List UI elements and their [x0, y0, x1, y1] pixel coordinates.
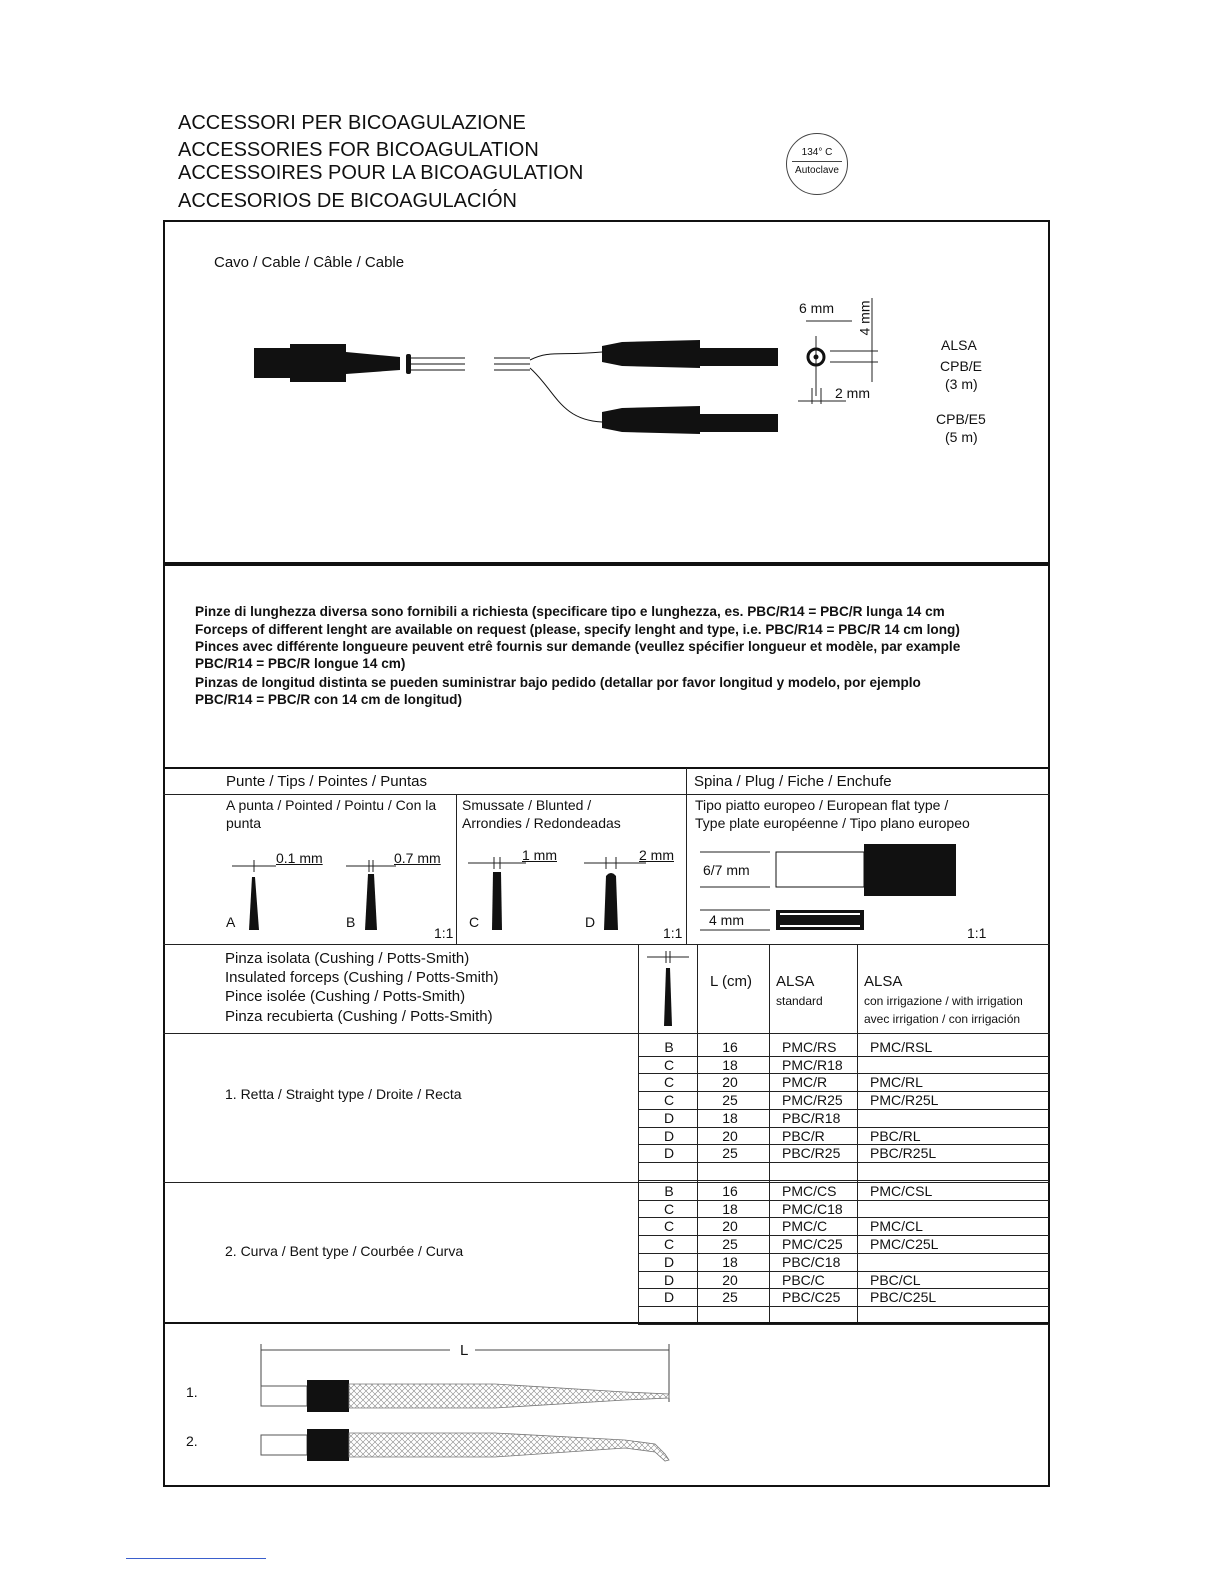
forceps-title-french: Pince isolée (Cushing / Potts-Smith): [225, 988, 466, 1005]
pointed-label-1: A punta / Pointed / Pointu / Con la: [226, 797, 437, 813]
divider-tips-top: [163, 767, 1050, 769]
tip-a-label: A: [226, 914, 236, 930]
tip-c-label: C: [469, 914, 480, 930]
title-spanish: ACCESORIOS DE BICOAGULACIÓN: [178, 190, 517, 212]
cable-length-2: (5 m): [945, 429, 978, 445]
plug-dim-4: 4 mm: [709, 912, 744, 928]
tip-cell: C: [663, 1218, 675, 1235]
length-cell: 20: [722, 1127, 738, 1144]
autoclave-badge: [786, 133, 848, 195]
plug-heading: Spina / Plug / Fiche / Enchufe: [694, 773, 892, 790]
note-french-1: Pinces avec différente longueure peuvent etrê fournis sur demande (veullez spécifier longueur et modèle, par example: [195, 639, 961, 654]
length-cell: 16: [722, 1039, 738, 1055]
note-english: Forceps of different lenght are available on request (please, specify lenght and type, i.e. PBC/R14 = PBC/R 14 cm long): [195, 622, 960, 637]
length-cell: 20: [722, 1074, 738, 1091]
tip-b-label: B: [346, 914, 356, 930]
tip-cell: D: [663, 1271, 675, 1288]
note-spanish-1: Pinzas de longitud distinta se pueden suministrar bajo pedido (detallar por favor longitud y modelo, por ejemplo: [195, 675, 921, 690]
length-cell: 25: [722, 1092, 738, 1109]
tip-cell: D: [663, 1109, 675, 1126]
irrigation-code-cell: PMC/RSL: [870, 1039, 933, 1055]
length-cell: 20: [722, 1218, 738, 1235]
tip-d-label: D: [585, 914, 596, 930]
tip-d-dim: 2 mm: [639, 847, 674, 863]
pointed-scale: 1:1: [434, 925, 454, 941]
cable-dim-4mm: 4 mm: [856, 300, 873, 336]
forceps-tip-icon: [645, 950, 691, 1030]
blunted-label-2: Arrondies / Redondeadas: [462, 815, 621, 831]
standard-code-cell: PMC/R18: [782, 1056, 843, 1073]
cable-connector-grip: [290, 344, 346, 382]
tip-cell: C: [663, 1092, 675, 1109]
table-row-line: [638, 1180, 1049, 1181]
tip-cell: B: [664, 1039, 674, 1055]
irrigation-code-cell: PBC/CL: [870, 1271, 921, 1288]
tip-c-dim: 1 mm: [522, 847, 557, 863]
standard-code-cell: PMC/CS: [782, 1183, 837, 1199]
col-divider-irr: [857, 944, 858, 1323]
cable-dim-2mm: 2 mm: [835, 385, 870, 401]
tip-cell: C: [663, 1236, 675, 1253]
irrigation-code-cell: PMC/RL: [870, 1074, 923, 1091]
length-cell: 25: [722, 1236, 738, 1253]
irrigation-code-cell: PMC/CSL: [870, 1183, 933, 1199]
cable-brand: ALSA: [941, 337, 977, 353]
upper-plug-pin: [700, 348, 778, 366]
note-italian: Pinze di lunghezza diversa sono fornibili a richiesta (specificare tipo e lunghezza, es. PBC/R14 = PBC/R lunga 14 cm: [195, 604, 945, 619]
tips-drawing: [226, 850, 686, 935]
col-header-irrigation-sub-2: avec irrigation / con irrigación: [864, 1012, 1021, 1026]
title-french: ACCESSOIRES POUR LA BICOAGULATION: [178, 162, 584, 184]
forceps-title-italian: Pinza isolata (Cushing / Potts-Smith): [225, 950, 470, 967]
plug-drawing: [700, 840, 965, 935]
blunted-label-1: Smussate / Blunted /: [462, 797, 592, 813]
title-italian: ACCESSORI PER BICOAGULAZIONE: [178, 112, 526, 134]
cable-connector-body: [254, 348, 290, 378]
tip-cell: C: [663, 1074, 675, 1091]
irrigation-code-cell: PBC/C25L: [870, 1289, 937, 1306]
plug-body: [864, 844, 956, 896]
length-cell: 18: [722, 1056, 738, 1073]
irrigation-code-cell: PMC/C25L: [870, 1236, 939, 1253]
col-header-irrigation: ALSA: [864, 973, 903, 990]
col-header-irrigation-sub-1: con irrigazione / with irrigation: [864, 994, 1023, 1008]
tips-heading: Punte / Tips / Pointes / Puntas: [226, 773, 427, 790]
tip-cell: D: [663, 1145, 675, 1162]
length-cell: 20: [722, 1271, 738, 1288]
irrigation-code-cell: PBC/R25L: [870, 1145, 937, 1162]
plug-desc-1: Tipo piatto europeo / European flat type /: [695, 797, 949, 813]
forceps-title-english: Insulated forceps (Cushing / Potts-Smith): [225, 969, 499, 986]
plug-desc-2: Type plate européenne / Tipo plano europeo: [695, 815, 970, 831]
length-cell: 25: [722, 1145, 738, 1162]
col-divider-tip: [638, 944, 639, 1323]
standard-code-cell: PBC/R18: [782, 1109, 841, 1126]
standard-code-cell: PMC/R25: [782, 1092, 843, 1109]
tip-b-shape: [365, 874, 377, 930]
irrigation-code-cell: PMC/CL: [870, 1218, 923, 1235]
note-french-2: PBC/R14 = PBC/R longue 14 cm): [195, 656, 406, 671]
cable-drawing: [240, 330, 800, 440]
tip-cell: D: [663, 1253, 675, 1270]
title-english: ACCESSORIES FOR BICOAGULATION: [178, 139, 539, 161]
cable-length-1: (3 m): [945, 376, 978, 392]
irrigation-code-cell: PBC/RL: [870, 1127, 921, 1144]
tip-cell: C: [663, 1200, 675, 1217]
standard-code-cell: PBC/C18: [782, 1253, 841, 1270]
standard-code-cell: PBC/C: [782, 1271, 825, 1288]
tip-a-shape: [249, 877, 259, 930]
lower-plug-body: [602, 406, 700, 434]
cable-code-1: CPB/E: [940, 358, 983, 374]
tip-d-shape: [604, 873, 618, 930]
autoclave-label: Autoclave: [795, 165, 839, 176]
cable-heading: Cavo / Cable / Câble / Cable: [214, 254, 405, 271]
standard-code-cell: PMC/C18: [782, 1200, 843, 1217]
cable-dim-6mm: 6 mm: [799, 300, 834, 316]
cable-dim-lines: [790, 296, 885, 408]
table-row-line: [638, 1162, 1049, 1163]
tip-a-dim: 0.1 mm: [276, 850, 323, 866]
tip-cell: B: [664, 1183, 674, 1199]
plug-scale: 1:1: [967, 925, 987, 941]
standard-code-cell: PBC/R25: [782, 1145, 841, 1162]
cable-code-2: CPB/E5: [936, 411, 986, 427]
length-cell: 16: [722, 1183, 738, 1199]
upper-plug-body: [602, 340, 700, 368]
forceps-drawing: [255, 1340, 675, 1470]
irrigation-code-cell: PMC/R25L: [870, 1092, 939, 1109]
cable-connector-taper: [346, 352, 400, 374]
pointed-label-2: punta: [226, 815, 262, 831]
autoclave-temp: 134° C: [801, 147, 833, 158]
standard-code-cell: PBC/C25: [782, 1289, 841, 1306]
footnote-line: [126, 1558, 266, 1559]
bent-forceps-icon: [261, 1429, 669, 1461]
standard-code-cell: PBC/R: [782, 1127, 825, 1144]
col-header-standard-sub: standard: [776, 994, 823, 1008]
straight-type-label: 1. Retta / Straight type / Droite / Recta: [225, 1086, 462, 1102]
standard-code-cell: PMC/C25: [782, 1236, 843, 1253]
drawing-number-2: 2.: [186, 1433, 198, 1449]
tip-c-shape: [492, 872, 502, 930]
forceps-title-spanish: Pinza recubierta (Cushing / Potts-Smith): [225, 1008, 493, 1025]
blunted-scale: 1:1: [663, 925, 683, 941]
tip-cell: C: [663, 1056, 675, 1073]
length-cell: 25: [722, 1289, 738, 1306]
plug-dim-67: 6/7 mm: [703, 862, 750, 878]
length-cell: 18: [722, 1200, 738, 1217]
tip-cell: D: [663, 1289, 675, 1306]
straight-forceps-icon: [261, 1380, 669, 1412]
drawing-number-1: 1.: [186, 1384, 198, 1400]
standard-code-cell: PMC/C: [782, 1218, 828, 1235]
divider-tips-header: [163, 794, 1050, 795]
divider-tips-bottom: [163, 944, 1050, 945]
drawing-dim-l: L: [460, 1342, 469, 1359]
col-divider-std: [769, 944, 770, 1323]
forceps-header-bottom: [163, 1033, 1050, 1034]
bent-type-label: 2. Curva / Bent type / Courbée / Curva: [225, 1243, 464, 1259]
length-cell: 18: [722, 1253, 738, 1270]
col-header-length: L (cm): [710, 973, 752, 990]
tip-b-dim: 0.7 mm: [394, 850, 441, 866]
lower-plug-pin: [700, 414, 778, 432]
table-row-line: [638, 1324, 1049, 1325]
col-header-standard: ALSA: [776, 973, 815, 990]
divider-tips-plug: [686, 768, 687, 945]
note-spanish-2: PBC/R14 = PBC/R con 14 cm de longitud): [195, 692, 463, 707]
cable-ring: [406, 354, 411, 374]
length-cell: 18: [722, 1109, 738, 1126]
standard-code-cell: PMC/R: [782, 1074, 828, 1091]
standard-code-cell: PMC/RS: [782, 1039, 837, 1055]
table-row-line: [638, 1306, 1049, 1307]
tip-cell: D: [663, 1127, 675, 1144]
